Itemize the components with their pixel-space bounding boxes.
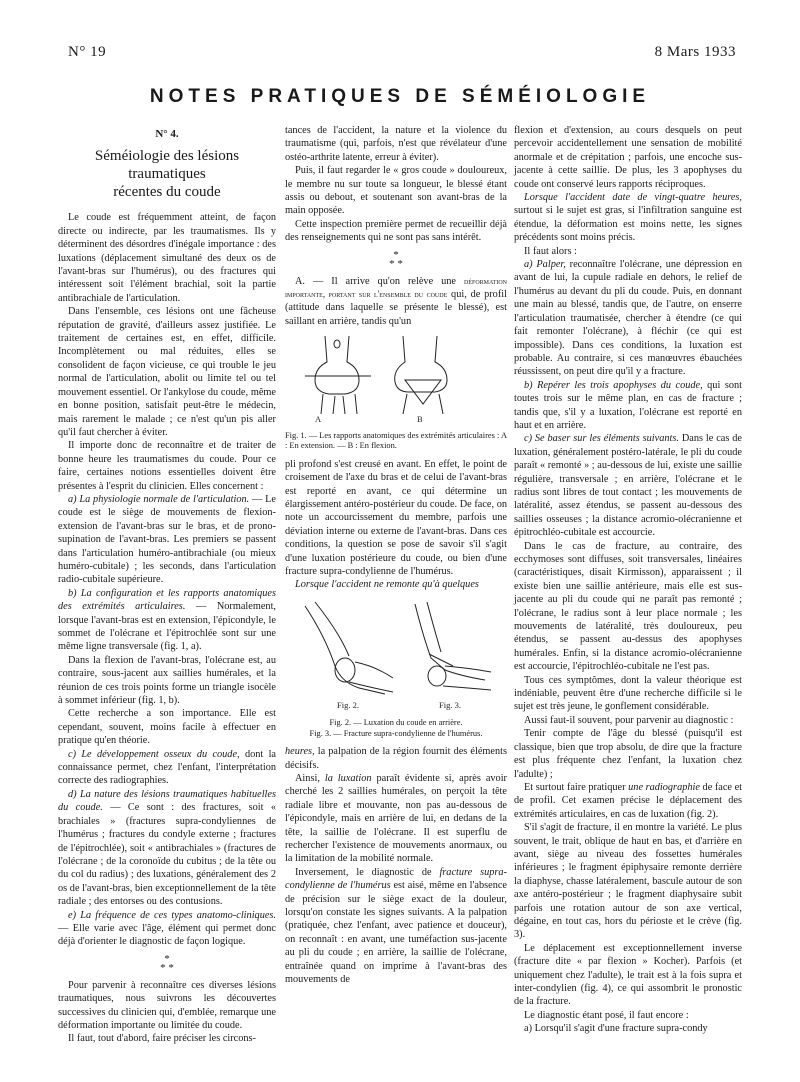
figure-1 [285, 332, 507, 428]
column-2 [285, 124, 507, 986]
fig2-humerus-line [305, 606, 385, 694]
paragraph: heures, la palpation de la région fournit des éléments décisifs. [285, 746, 507, 771]
list-item-label: d) La nature des lésions traumatiques habituelles du coude. [58, 788, 276, 814]
list-item-b [58, 587, 276, 654]
figure-1-caption: Fig. 1. — Les rapports anatomiques des extrémités articulaires : A : En extension. — B : En flexion. [285, 430, 507, 451]
list-item-label: b) La configuration et les rapports anatomiques des extrémités articulaires. [58, 587, 276, 613]
list-item-label: a) La physiologie normale de l'articulation. [68, 493, 250, 505]
section-separator: * * * [389, 248, 403, 270]
paragraph: Et surtout faire pratiquer une radiographie de face et de profil. Cet examen précise le déplacement des extrémités articulaires, en cas de luxation (fig. 2). [514, 781, 743, 820]
paragraph: Inversement, le diagnostic de fracture supra-condylienne de l'humérus est aisé, même en l'absence de précision sur le siège exact de la douleur, lorsqu'on constate les signes suivants. A la palpation (pratiquée, chez l'enfant, avec patience et douceur), on reconnaît : en avant, une tuméfaction sus-jacente au pli du coude ; en arrière, la saillie de l'olécrane, entraînée quand on imprime à l'avant-bras des mouvements de [285, 866, 507, 986]
humerus-outline-b [395, 336, 447, 392]
paragraph: pli profond s'est creusé en avant. En effet, le point de croisement de l'axe du bras et de celui de l'avant-bras est reporté en avant, ce qui détermine un élargissement antéro-postérieur du coude. De face, on note un accourcissement du membre, parfois une déviation interne ou externe de l'avant-bras. Dans ces conditions, la question se pose de savoir s'il s'agit d'une luxation postérieure du coude, ou bien d'une fracture supra-condylienne de l'humérus. [285, 458, 507, 577]
column-3 [514, 124, 742, 1036]
forearm-bones-a [321, 394, 357, 414]
paragraph: a) Lorsqu'il s'agit d'une fracture supra-condy [524, 1023, 708, 1035]
article-title [58, 147, 276, 201]
fig2-forearm [349, 662, 393, 692]
fig3-forearm [443, 666, 491, 690]
list-item-label: e) La fréquence de ces types anatomo-cliniques. [68, 909, 276, 921]
paragraph: Ainsi, la luxation paraît évidente si, après avoir cherché les 2 saillies humérales, on perçoit la tête radiale libre et mouvante, non pas au-dessous de l'épicondyle, mais en arrière de lui, en dedans de la tête, la saillie de l'olécrane. Il est superflu de rechercher l'existence de mouvements anormaux, ou la limitation de la mobilité normale. [285, 772, 507, 865]
issue-date: 8 Mars 1933 [654, 44, 736, 60]
list-item-text: — Ce sont : des fractures, soit « brachiales » (fractures supra-condyliennes de l'humérus ; fractures du condyle externe ; fractures de l'épitrochlée), soit « antibrachiales » (fractures de l'olécrane ; de la coronoïde du cubitus ; de la tête ou du col du radius) ; des luxations, généralement des 2 os de l'avant-bras, bien exceptionnellement de la tête radiale ; des entorses ou des contusions. [58, 802, 276, 908]
paragraph: Dans la flexion de l'avant-bras, l'olécrane est, au contraire, sous-jacent aux saillies humérales, et la réunion de ces trois points forme un triangle isocèle à sommet inférieur (fig. 1, b). [58, 654, 276, 707]
paragraph: Le diagnostic étant posé, il faut encore : [524, 1009, 689, 1021]
fig2-condyle [335, 658, 355, 682]
fig3-humerus-line [415, 604, 485, 680]
paragraph: Tous ces symptômes, dont la valeur théorique est indéniable, peuvent être d'une recherche difficile si le sujet est très jeune, le gonflement considérable. [514, 674, 742, 713]
section-separator: * * * [160, 952, 174, 974]
fig2-humerus-line-2 [315, 602, 349, 656]
figure-3-label: Fig. 3. [439, 699, 461, 710]
list-item-e [58, 909, 276, 949]
list-item-text: — Elle varie avec l'âge, élément qui permet donc déjà d'orienter le diagnostic de façon logique. [58, 922, 276, 948]
list-item-a: a) Palper, reconnaître l'olécrane, une dépression en avant de lui, la cupule radiale en dehors, le relief de l'humérus au devant du pli du coude. Puis, en donnant une main au blessé, tandis que, de l'autre, on enserre l'articulation traumatisée, chercher à étendre (ce qui fait remonter l'olécrane), à fléchir (ce qui est impossible). Dans ces conditions, la luxation est probable. Au contraire, si ces manœuvres ébauchées réussissent, on peut dire qu'il y a fracture. [514, 259, 743, 378]
paragraph: Dans le cas de fracture, au contraire, des ecchymoses sont diffuses, soit transversales, linéaires (caractéristiques, disait Kirmisson), apparaissent ; il existe bien une saillie antérieure, mais elle est sus-jacente au pli du coude qui ne paraît pas remonté ; l'olécrane, le radius sont à leur place normale ; les mouvements de latéralité, très douloureux, peu étendus, se passent au-dessus des apophyses humérales. Enfin, si la distance acromio-olécranienne est accourcie, l'épitrochléo-cubitale ne l'est pas. [514, 540, 742, 673]
elbow-joint-diagram [285, 332, 507, 424]
paragraph: flexion et d'extension, au cours desquels on peut percevoir accidentellement une sensation de mobilité anormale et de crépitation ; parfois, une encoche sus-jacente à cette saillie. De plus, les 3 apophyses du coude ont conservé leurs rapports réciproques. [514, 125, 742, 190]
paragraph: Cette recherche a son importance. Elle est cependant, souvent, moins facile à effectuer en pratique qu'en théorie. [58, 708, 276, 747]
paragraph: Dans l'ensemble, ces lésions ont une fâcheuse réputation de gravité, d'ailleurs assez justifiée. Le traitement de certaines est, en effet, difficile. Incomplètement ou mal réduites, elles se consolident de façon vicieuse, ce qui trouble le jeu normal de l'articulation, abolit ou limite tel ou tel mouvement essentiel. Or l'ankylose du coude, même en bonne position, satisfait peut-être le médecin, mais rarement le malade ; ce n'est qu'un pis aller qu'il faut chercher à éviter. [58, 306, 276, 438]
paragraph: Aussi faut-il souvent, pour parvenir au diagnostic : [524, 714, 734, 726]
list-item-b: b) Repérer les trois apophyses du coude, qui sont toutes trois sur le même plan, en cas de fracture ; tandis que, s'il y a luxation, l'olécrane est reporté en haut et en arrière. [514, 379, 742, 431]
paragraph: Cette inspection première permet de recueillir déjà des renseignements qui ne sont pas sans intérêt. [285, 218, 507, 244]
small-caps-text: déformation importante, portant sur l'ensemble du coude [285, 275, 507, 300]
paragraph: Il importe donc de reconnaître et de traiter de bonne heure les traumatismes du coude. Pour ce faire, certaines notions essentielles doivent être présentes à l'esprit du clinicien. Elles concernent : [58, 440, 276, 492]
figures-2-3 [285, 596, 507, 716]
paragraph-a: A. — Il arrive qu'on relève une déformation importante, portant sur l'ensemble du coude qui, de profil (attitude dans laquelle se présente le blessé), est saillant en arrière, tandis qu'un [285, 275, 507, 327]
paragraph: Tenir compte de l'âge du blessé (puisqu'il est classique, bien que trop absolu, de dire que la fracture est plus fréquente chez l'enfant, la luxation chez l'adulte) ; [514, 728, 742, 780]
paragraph: Il faut, tout d'abord, faire préciser les circons- [68, 1033, 256, 1045]
marker-a [334, 340, 340, 348]
fig3-condyle [428, 666, 446, 686]
paragraph: Le coude est fréquemment atteint, de façon directe ou indirecte, par les traumatismes. Ils y déterminent des désordres d'inégale importance : des luxations (déplacement simultané des deux os de l'avant-bras sur l'humérus), ou des fractures qui intéressent soit l'élément brachial, soit la partie antibrachiale de l'articulation. [58, 212, 276, 304]
paragraph: Puis, il faut regarder le « gros coude » douloureux, le membre nu sur toute sa longueur, le blessé étant assis ou debout, et soutenant son avant-bras de la main opposée. [285, 165, 507, 217]
column-1 [58, 124, 276, 1046]
figure-2-label: Fig. 2. [337, 699, 359, 710]
list-item-c [58, 748, 276, 788]
paragraph: Le déplacement est exceptionnellement inverse (fracture dite « par flexion » Kocher). Parfois (et uniquement chez l'adulte), le trait est à la fois supra et inter-condylien (fig. 4), ce qui assombrit le pronostic de la fracture. [514, 942, 742, 1008]
figure-label-b: B [417, 414, 423, 425]
paragraph: Il faut alors : [524, 245, 577, 257]
paragraph: Pour parvenir à reconnaître ces diverses lésions traumatiques, nous suivrons les découvertes successives du clinicien qui, d'emblée, remarque une déformation importante ou limitée du coude. [58, 979, 276, 1031]
article-number: N° 4. [155, 128, 179, 140]
paragraph: S'il s'agit de fracture, il en montre la variété. Le plus souvent, le trait, oblique de haut en bas, et d'arrière en avant, siège au niveau des fossettes humérales inférieures ; le fragment épiphysaire remonte derrière la diaphyse, chasse latéralement, bascule autour de son axe antéro-postérieur ; le fragment diaphysaire subit parfois une rotation autour de son axe vertical, dégaine, en tout cas, hors du périoste et le crève (fig. 3). [514, 822, 742, 941]
issue-number: N° 19 [68, 44, 107, 60]
fig3-humerus-line-2 [427, 602, 441, 652]
section-title: NOTES PRATIQUES DE SÉMÉIOLOGIE [149, 86, 651, 107]
list-item-text: — Le coude est le siège de mouvements de flexion-extension de l'avant-bras sur le bras, et de prono-supination de l'avant-bras. Les premiers se passent dans l'articulation huméro-antibrachiale (ou mieux huméro-cubitale) ; les seconds, dans l'articulation radio-cubitale supérieure. [58, 493, 276, 586]
paragraph: tances de l'accident, la nature et la violence du traumatisme (qui, parfois, n'est que révélateur d'une ostéo-arthrite latente, erreur à éviter). [285, 125, 507, 163]
list-item-label: c) Le développement osseux du coude, [68, 748, 240, 760]
article-title-line2: récentes du coude [113, 184, 221, 201]
humerus-outline-a [315, 336, 359, 394]
paragraph: Lorsque l'accident date de vingt-quatre heures, surtout si le sujet est gras, si l'infiltration sanguine est étendue, la déformation est moins nette, les signes précédents sont moins précis. [514, 192, 742, 244]
paragraph: Lorsque l'accident ne remonte qu'à quelques [295, 579, 479, 591]
article-title-line1: Séméiologie des lésions traumatiques [94, 148, 240, 183]
list-item-d [58, 788, 276, 909]
list-item-text: dont la connaissance permet, chez l'enfant, l'interprétation correcte des radiographies. [58, 748, 277, 787]
list-item-text: — Normalement, lorsque l'avant-bras est en extension, l'épicondyle, le sommet de l'olécrane et l'épitrochlée sont sur une même ligne transversale (fig. 1, a). [58, 601, 276, 653]
list-item-a [58, 493, 276, 587]
figures-2-3-caption: Fig. 2. — Luxation du coude en arrière. Fig. 3. — Fracture supra-condylienne de l'humérus. [309, 718, 483, 738]
list-item-c: c) Se baser sur les éléments suivants. Dans le cas de luxation, généralement postéro-latérale, le pli du coude paraît « remonté » ; au-dessous de lui, existe une saillie régulière, transversale ; en arrière, l'olécrane et le radius sont libres de tout contact ; les mouvements de latéralité, assez étendus, se passent au-dessous des saillies osseuses ; la distance acromio-olécranienne et épitrochléo-cubitale est accourcie. [514, 433, 742, 539]
figure-label-a: A [315, 414, 322, 425]
luxation-fracture-diagram [285, 596, 507, 712]
